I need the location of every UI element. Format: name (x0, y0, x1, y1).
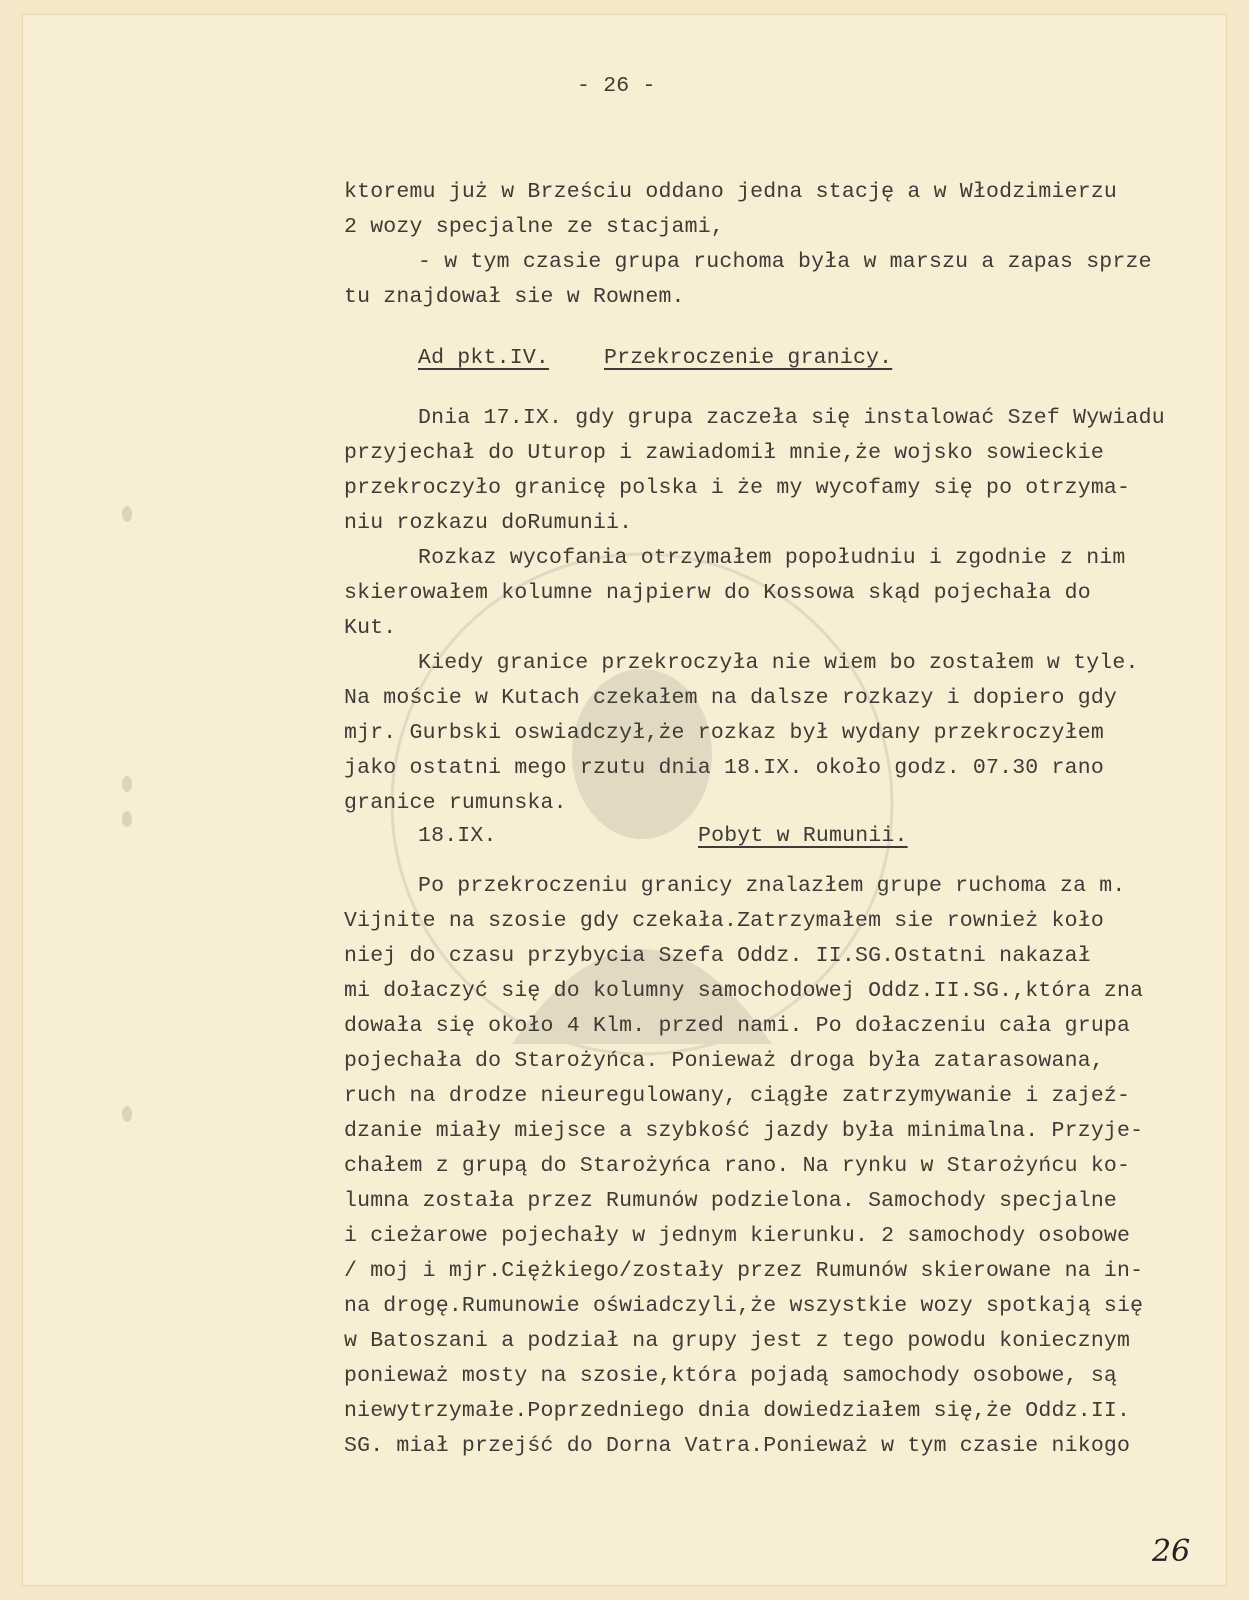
text-line: na drogę.Rumunowie oświadczyli,że wszystkie wozy spotkają się (344, 1294, 1144, 1318)
text-line: skierowałem kolumne najpierw do Kossowa skąd pojechała do (344, 581, 1091, 605)
staple-mark-icon (120, 774, 134, 794)
handwritten-page-number: 26 (1152, 1534, 1191, 1569)
section-label: Ad pkt.IV. (418, 346, 550, 370)
text-line: Kiedy granice przekroczyła nie wiem bo zostałem w tyle. (418, 651, 1139, 675)
text-line: mjr. Gurbski oswiadczył,że rozkaz był wydany przekroczyłem (344, 721, 1104, 745)
text-line: i cieżarowe pojechały w jednym kierunku. 2 samochody osobowe (344, 1224, 1131, 1248)
section-label: 18.IX. (418, 824, 497, 848)
text-line: chałem z grupą do Starożyńca rano. Na rynku w Starożyńcu ko- (344, 1154, 1131, 1178)
text-line: przyjechał do Uturop i zawiadomił mnie,że wojsko sowieckie (344, 441, 1104, 465)
text-line: Po przekroczeniu granicy znalazłem grupe ruchoma za m. (418, 874, 1126, 898)
text-line: ruch na drodze nieuregulowany, ciągłe zatrzymywanie i zajeź- (344, 1084, 1131, 1108)
text-line: Rozkaz wycofania otrzymałem popołudniu i zgodnie z nim (418, 546, 1126, 570)
staple-mark-icon (120, 504, 134, 524)
text-line: Vijnite na szosie gdy czekała.Zatrzymałem sie rownież koło (344, 909, 1104, 933)
text-line: niewytrzymałe.Poprzedniego dnia dowiedziałem się,że Oddz.II. (344, 1399, 1131, 1423)
text-line: dzanie miały miejsce a szybkość jazdy była minimalna. Przyje- (344, 1119, 1144, 1143)
text-line: lumna została przez Rumunów podzielona. Samochody specjalne (344, 1189, 1118, 1213)
document-page (22, 14, 1227, 1586)
text-line: w Batoszani a podział na grupy jest z tego powodu koniecznym (344, 1329, 1131, 1353)
text-line: tu znajdował sie w Rownem. (344, 285, 685, 309)
text-line: - w tym czasie grupa ruchoma była w marszu a zapas sprze (418, 250, 1152, 274)
text-line: SG. miał przejść do Dorna Vatra.Ponieważ w tym czasie nikogo (344, 1434, 1131, 1458)
text-line: jako ostatni mego rzutu dnia 18.IX. około godz. 07.30 rano (344, 756, 1104, 780)
text-line: 2 wozy specjalne ze stacjami, (344, 215, 724, 239)
section-title: Przekroczenie granicy. (604, 346, 893, 370)
text-line: ktoremu już w Brześciu oddano jedna stację a w Włodzimierzu (344, 180, 1118, 204)
page-number: - 26 - (577, 74, 656, 98)
text-line: przekroczyło granicę polska i że my wycofamy się po otrzyma- (344, 476, 1131, 500)
text-line: granice rumunska. (344, 791, 567, 815)
staple-mark-icon (120, 1104, 134, 1124)
text-line: ponieważ mosty na szosie,która pojadą samochody osobowe, są (344, 1364, 1118, 1388)
text-line: pojechała do Starożyńca. Ponieważ droga była zatarasowana, (344, 1049, 1104, 1073)
text-line: mi dołaczyć się do kolumny samochodowej Oddz.II.SG.,która zna (344, 979, 1144, 1003)
staple-mark-icon (120, 809, 134, 829)
text-line: Na moście w Kutach czekałem na dalsze rozkazy i dopiero gdy (344, 686, 1118, 710)
text-line: dowała się około 4 Klm. przed nami. Po dołaczeniu cała grupa (344, 1014, 1131, 1038)
text-line: niu rozkazu doRumunii. (344, 511, 633, 535)
text-line: Kut. (344, 616, 397, 640)
text-line: niej do czasu przybycia Szefa Oddz. II.SG.Ostatni nakazał (344, 944, 1091, 968)
text-line: / moj i mjr.Ciężkiego/zostały przez Rumunów skierowane na in- (344, 1259, 1144, 1283)
section-title: Pobyt w Rumunii. (698, 824, 908, 848)
text-line: Dnia 17.IX. gdy grupa zaczeła się instalować Szef Wywiadu (418, 406, 1165, 430)
